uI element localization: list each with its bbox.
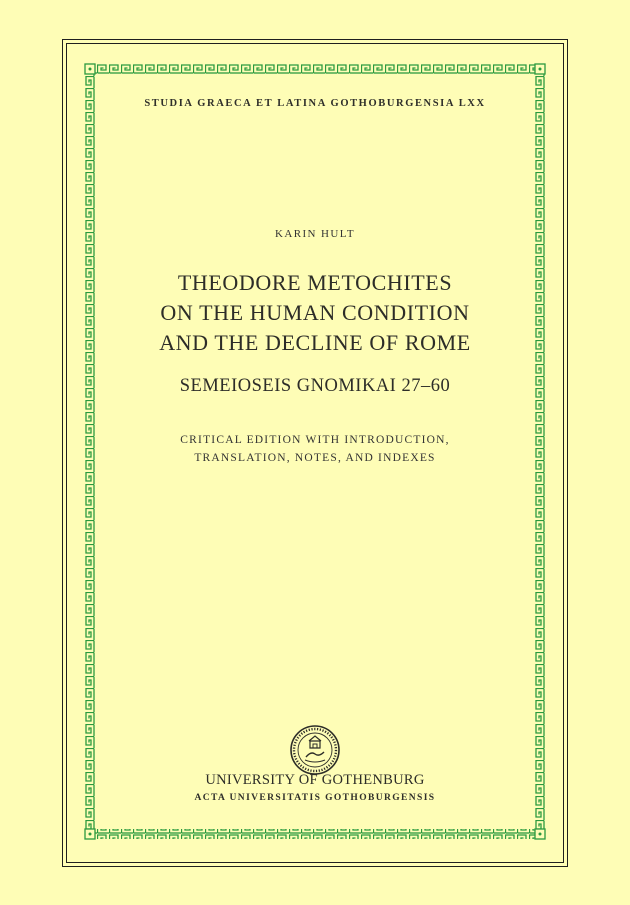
edition-description	[0, 431, 630, 467]
university-name: UNIVERSITY OF GOTHENBURG	[205, 772, 425, 788]
book-subtitle: SEMEIOSEIS GNOMIKAI 27–60	[179, 376, 451, 396]
university-seal-icon	[289, 724, 341, 776]
book-title	[0, 268, 630, 358]
author-name: KARIN HULT	[275, 228, 355, 240]
edition-line-2: TRANSLATION, NOTES, AND INDEXES	[194, 452, 436, 464]
title-line-1: THEODORE METOCHITES	[177, 270, 453, 295]
edition-line-1: CRITICAL EDITION WITH INTRODUCTION,	[180, 434, 450, 446]
acta-series: ACTA UNIVERSITATIS GOTHOBURGENSIS	[194, 793, 436, 803]
title-line-3: AND THE DECLINE OF ROME	[159, 330, 471, 355]
title-line-2: ON THE HUMAN CONDITION	[160, 300, 470, 325]
series-title: STUDIA GRAECA ET LATINA GOTHOBURGENSIA LXX	[144, 98, 486, 109]
